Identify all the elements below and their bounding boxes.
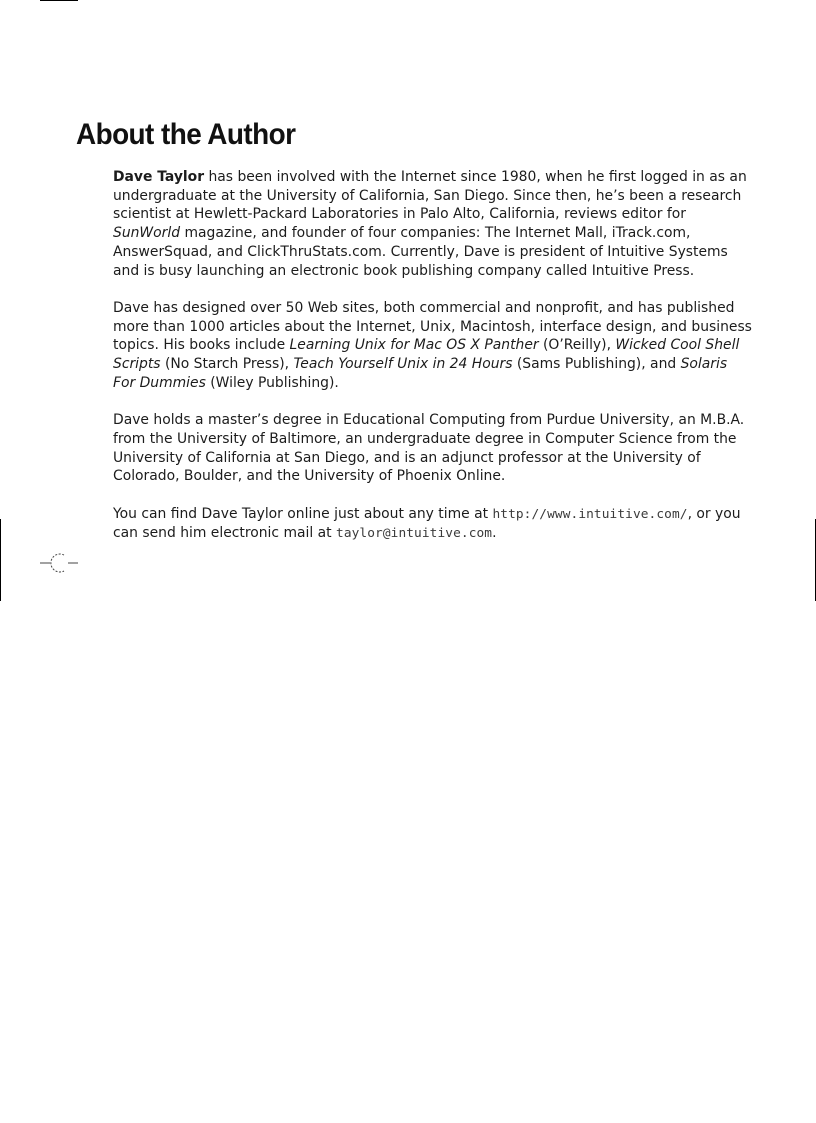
registration-mark-icon	[38, 550, 80, 576]
book-title: Teach Yourself Unix in 24 Hours	[293, 356, 513, 373]
book-title: Solaris For Dummies	[113, 356, 728, 391]
book-title: Wicked Cool Shell Scripts	[113, 337, 740, 373]
publication-title: SunWorld	[113, 225, 181, 242]
bio-paragraph-education: Dave holds a master’s degree in Educational Computing from Purdue University, an M.B.A. from the University of Baltimore, an undergraduate degree in Computer Science from the University of California at San Diego, and is an adjunct professor at the University of Colorado, Boulder, and the University of Phoenix Online.	[113, 412, 745, 485]
crop-mark-top	[40, 0, 78, 1]
author-bio	[113, 168, 753, 563]
email-address: taylor@intuitive.com	[336, 526, 493, 542]
page-title: About the Author	[76, 118, 296, 151]
bio-paragraph-books: Dave has designed over 50 Web sites, both commercial and nonprofit, and has published more than 1000 articles about the Internet, Unix, Macintosh, interface design, and business topics. His books include Learning Unix for Mac OS X Panther (O’Reilly), Wicked Cool Shell Scripts (No Starch Press), Teach Yourself Unix in 24 Hours (Sams Publishing), and Solaris For Dummies (Wiley Publishing).	[113, 299, 752, 391]
bio-paragraph-contact: You can find Dave Taylor online just about any time at http://www.intuitive.com/, or you can send him electronic mail at taylor@intuitive.com.	[113, 505, 741, 542]
author-name: Dave Taylor	[113, 169, 205, 185]
bio-paragraph-career: Dave Taylor has been involved with the Internet since 1980, when he first logged in as an undergraduate at the University of California, San Diego. Since then, he’s been a research scientist at Hewlett-Packard Laboratories in Palo Alto, California, reviews editor for SunWorld magazine, and founder of four companies: The Internet Mall, iTrack.com, AnswerSquad, and ClickThruStats.com. Currently, Dave is president of Intuitive Systems and is busy launching an electronic book publishing company called Intuitive Press.	[113, 169, 747, 279]
crop-mark-left	[0, 519, 1, 601]
website-url: http://www.intuitive.com/	[492, 506, 688, 522]
book-title: Learning Unix for Mac OS X Panther	[289, 337, 539, 354]
